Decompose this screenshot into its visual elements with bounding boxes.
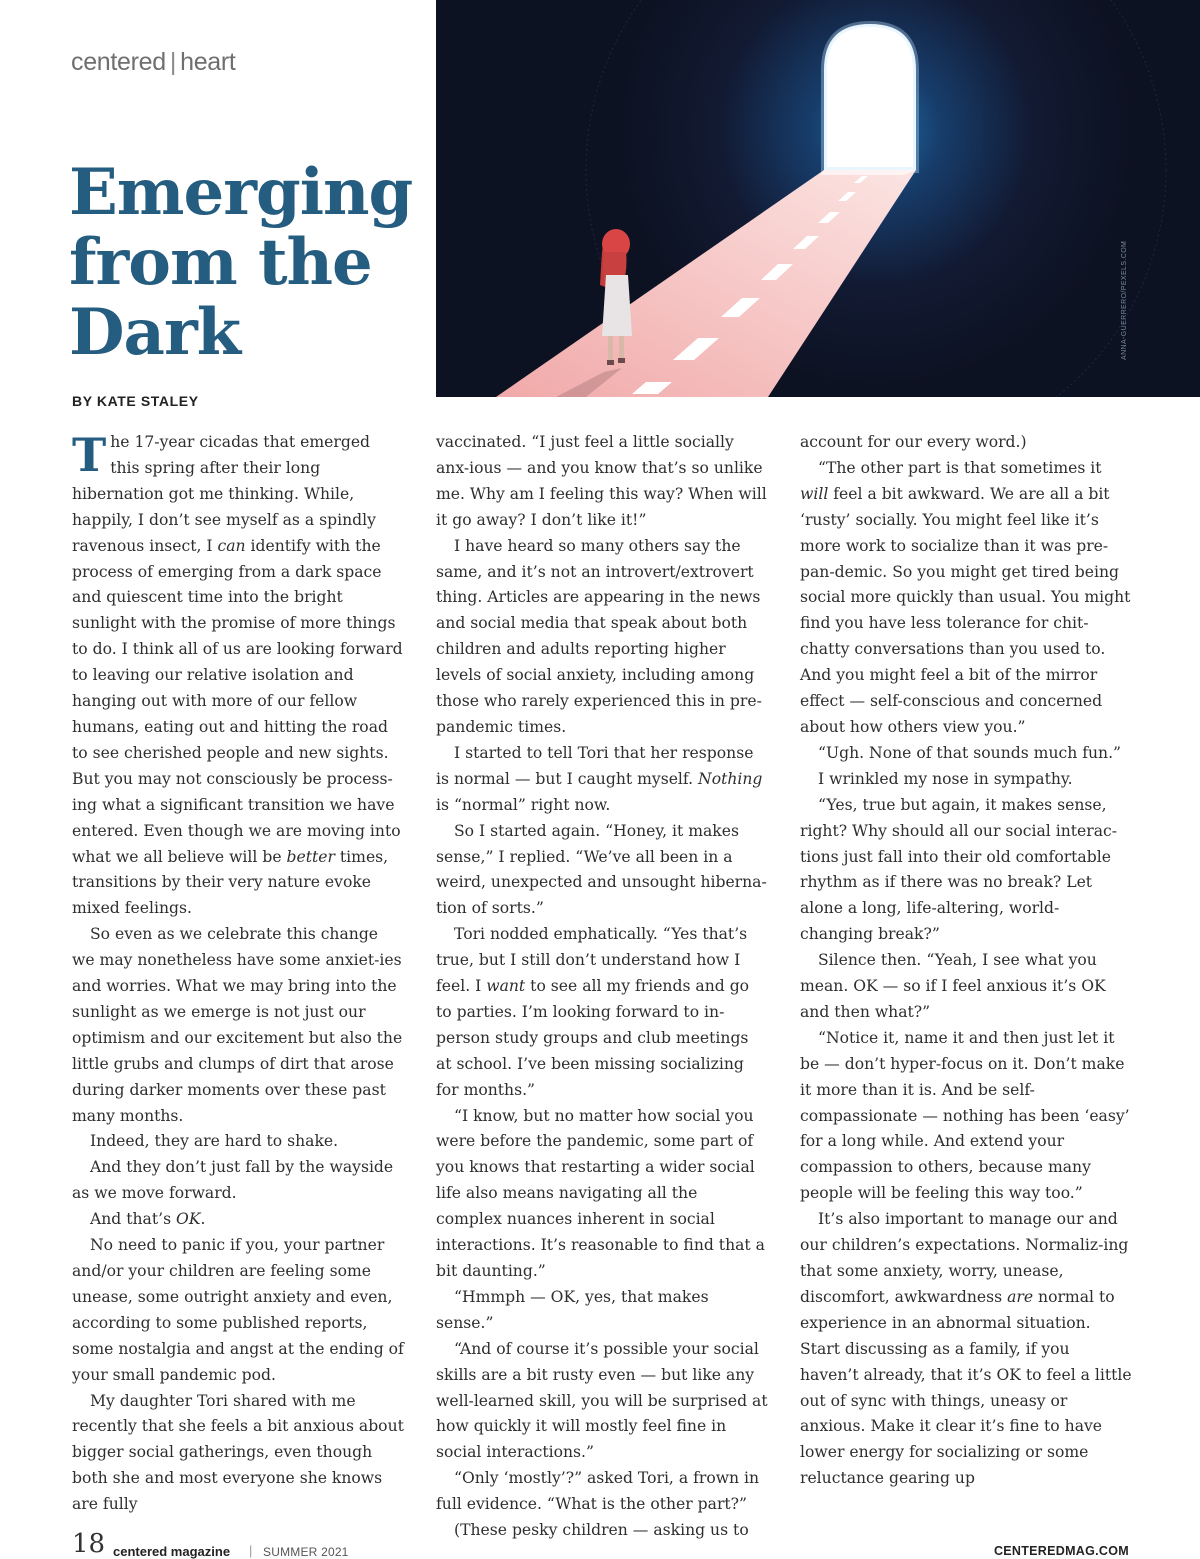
paragraph: “Only ‘mostly’?” asked Tori, a frown in full evidence. “What is the other part?” <box>436 1469 760 1514</box>
section-label <box>71 48 236 77</box>
issue-date: SUMMER 2021 <box>263 1545 349 1559</box>
section-left: centered <box>71 48 166 76</box>
section-right: heart <box>180 48 236 76</box>
paragraph: My daughter Tori shared with me recently that she feels a bit anxious about bigger social gatherings, even though both she and most everyone she knows are fully <box>72 1391 404 1514</box>
paragraph: Tori nodded emphatically. “Yes that’s true, but I still don’t understand how I feel. I want to see all my friends and go to parties. I’m looking forward to in-person study groups and club meetings at school. I’ve been missing socializing for months.” <box>436 925 750 1099</box>
paragraph: So even as we celebrate this change we may nonetheless have some anxiet-ies and worries. What we may bring into the sunlight as we emerge is not just our optimism and our excitement but also the little grubs and clumps of dirt that arose during darker moments over these past many months. <box>72 925 403 1125</box>
paragraph: Silence then. “Yeah, I see what you mean. OK — so if I feel anxious it’s OK and then what?” <box>800 951 1106 1021</box>
paragraph: I have heard so many others say the same, and it’s not an introvert/extrovert thing. Articles are appearing in the news and social media that speak about both children and adults reporting higher levels of social anxiety, including among those who rarely experienced this in pre-pandemic times. <box>436 536 762 736</box>
drop-cap: T <box>72 428 107 482</box>
paragraph: Indeed, they are hard to shake. <box>90 1132 339 1151</box>
paragraph: account for our every word.) <box>800 433 1027 451</box>
paragraph: And they don’t just fall by the wayside as we move forward. <box>72 1158 394 1203</box>
website-link[interactable]: CENTEREDMAG.COM <box>993 1544 1129 1558</box>
paragraph: “Ugh. None of that sounds much fun.” <box>818 743 1122 762</box>
article-column-3 <box>800 430 1132 1492</box>
paragraph: “I know, but no matter how social you were before the pandemic, some part of you knows that restarting a wider social life also means navigating all the complex nuances inherent in social interactions. It’s reasonable to find that a bit daunting.” <box>436 1106 765 1280</box>
magazine-name: centered magazine <box>113 1544 231 1559</box>
hero-illustration <box>436 0 1200 397</box>
title-line-2: from the <box>69 225 372 300</box>
paragraph: So I started again. “Honey, it makes sense,” I replied. “We’ve all been in a weird, unexpected and unsought hiberna-tion of sorts.” <box>436 821 767 918</box>
footer-separator: | <box>249 1543 253 1558</box>
title-line-1: Emerging <box>69 155 413 230</box>
paragraph: It’s also important to manage our and our children’s expectations. Normaliz-ing that some anxiety, worry, unease, discomfort, awkwardness are normal to experience in an abnormal situation. Start discussing as a family, if you haven’t already, that it’s OK to feel a little out of sync with things, uneasy or anxious. Make it clear it’s fine to have lower energy for socializing or some reluctance gearing up <box>800 1210 1132 1488</box>
paragraph: “The other part is that sometimes it will feel a bit awkward. We are all a bit ‘rusty’ socially. You might feel like it’s more work to socialize than it was pre-pan-demic. So you might get tired being social more quickly than usual. You might find you have less tolerance for chit-chatty conversations than you used to. And you might feel a bit of the mirror effect — self-conscious and concerned about how others view you.” <box>800 458 1131 736</box>
section-separator: | <box>169 48 177 76</box>
page-number: 18 <box>72 1529 106 1559</box>
byline: BY KATE STALEY <box>72 393 199 409</box>
photo-credit: ANNA-GUERRERO/PEXELS.COM <box>1121 240 1128 360</box>
paragraph: I wrinkled my nose in sympathy. <box>818 769 1073 788</box>
title-line-3: Dark <box>69 295 241 370</box>
article-title <box>69 155 429 370</box>
paragraph: (These pesky children — asking us to <box>454 1521 749 1540</box>
paragraph: The 17-year cicadas that emerged this spring after their long hibernation got me thinking. While, happily, I don’t see myself as a spindly ravenous insect, I can identify with the process of emerging from a dark space and quiescent time into the bright sunlight with the promise of more things to do. I think all of us are looking forward to leaving our relative isolation and hanging out with more of our fellow humans, eating out and hitting the road to see cherished people and new sights. But you may not consciously be process-ing what a significant transition we have entered. Even though we are moving into what we all believe will be better times, transitions by their very nature evoke mixed feelings. <box>72 428 403 918</box>
article-column-1 <box>72 430 404 1518</box>
paragraph: “Yes, true but again, it makes sense, right? Why should all our social interac-tions just fall into their old comfortable rhythm as if there was no break? Let alone a long, life-altering, world-changing break?” <box>800 795 1117 944</box>
paragraph: “Hmmph — OK, yes, that makes sense.” <box>436 1287 709 1332</box>
paragraph: And that’s OK. <box>90 1210 206 1229</box>
paragraph: “And of course it’s possible your social skills are a bit rusty even — but like any well-learned skill, you will be surprised at how quickly it will mostly feel fine in social interactions.” <box>436 1339 768 1462</box>
tunnel-illustration <box>436 0 1200 397</box>
article-column-2 <box>436 430 768 1544</box>
paragraph: No need to panic if you, your partner and/or your children are feeling some unease, some outright anxiety and even, according to some published reports, some nostalgia and angst at the ending of your small pandemic pod. <box>72 1236 404 1384</box>
paragraph: “Notice it, name it and then just let it be — don’t hyper-focus on it. Don’t make it more than it is. And be self-compassionate — nothing has been ‘easy’ for a long while. And extend your compassion to others, because many people will be feeling this way too.” <box>800 1028 1130 1203</box>
paragraph: I started to tell Tori that her response is normal — but I caught myself. Nothing is “normal” right now. <box>436 743 763 814</box>
paragraph: vaccinated. “I just feel a little socially anx-ious — and you know that’s so unlike me. Why am I feeling this way? When will it go away? I don’t like it!” <box>436 433 767 529</box>
